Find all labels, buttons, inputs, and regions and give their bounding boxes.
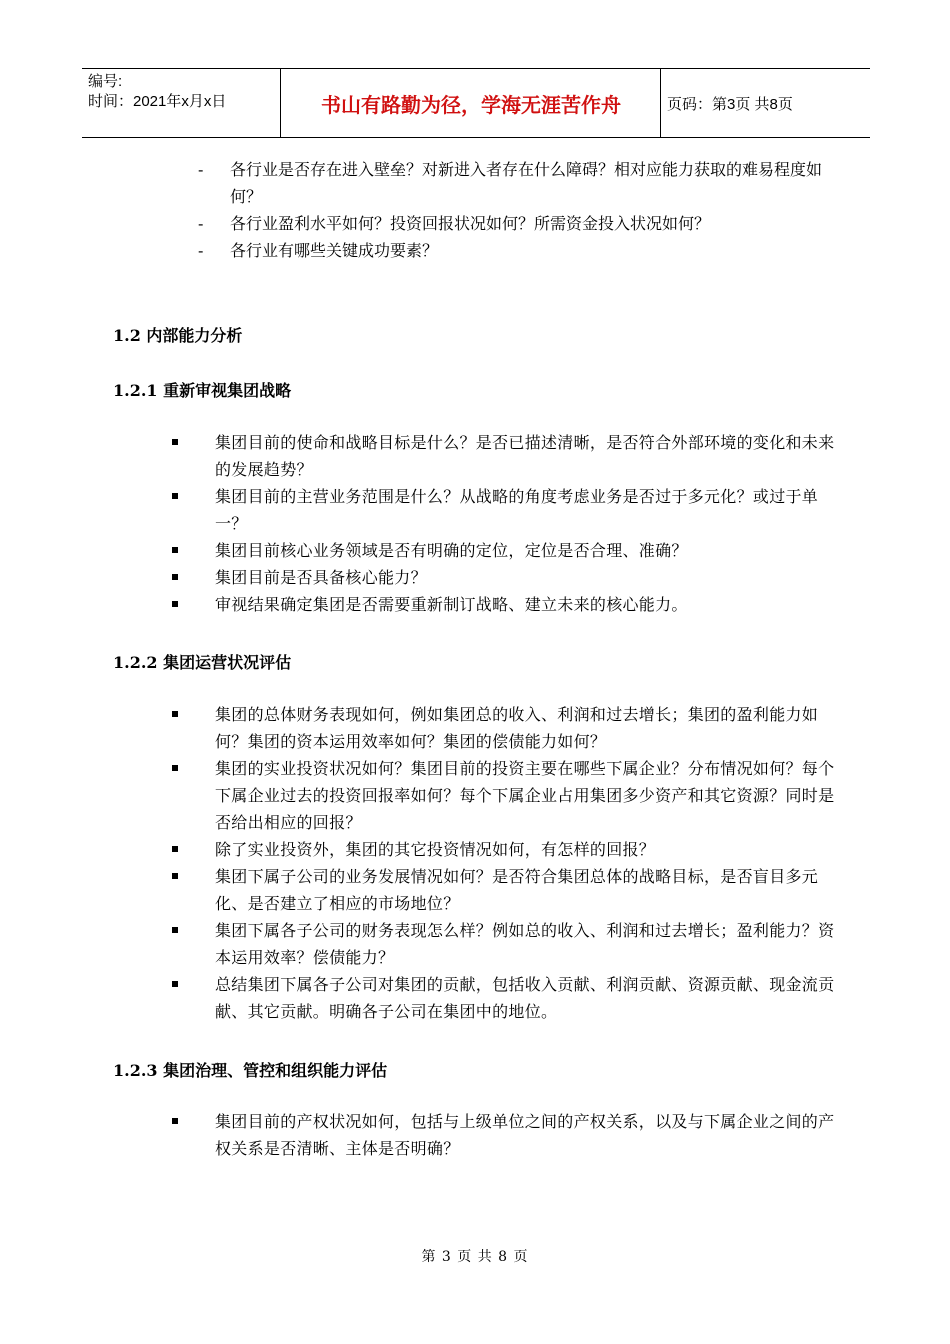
list-item: - 各行业有哪些关键成功要素？	[198, 237, 838, 264]
page-footer: 第 3 页 共 8 页	[421, 1249, 529, 1265]
list-item: 集团目前的主营业务范围是什么？从战略的角度考虑业务是否过于多元化？或过于单一？	[170, 483, 840, 537]
list-item: 集团目前的产权状况如何，包括与上级单位之间的产权关系，以及与下属企业之间的产权关系是否清晰、主体是否明确？	[170, 1108, 840, 1162]
list-item: 集团目前是否具备核心能力？	[170, 564, 840, 591]
document-date: 时间：2021年x月x日	[88, 93, 227, 110]
strategy-review-list	[170, 429, 840, 618]
header-page-number: 页码：第3页 共8页	[667, 95, 793, 113]
list-item: 集团下属子公司的业务发展情况如何？是否符合集团总体的战略目标，是否盲目多元化、是否建立了相应的市场地位？	[170, 863, 840, 917]
list-item: 总结集团下属各子公司对集团的贡献，包括收入贡献、利润贡献、资源贡献、现金流贡献、其它贡献。明确各子公司在集团中的地位。	[170, 971, 840, 1025]
list-item: - 各行业盈利水平如何？投资回报状况如何？所需资金投入状况如何？	[198, 210, 838, 237]
list-item: 审视结果确定集团是否需要重新制订战略、建立未来的核心能力。	[170, 591, 840, 618]
list-item: 集团下属各子公司的财务表现怎么样？例如总的收入、利润和过去增长；盈利能力？资本运用效率？偿债能力？	[170, 917, 840, 971]
list-item: 集团的总体财务表现如何，例如集团总的收入、利润和过去增长；集团的盈利能力如何？集团的资本运用效率如何？集团的偿债能力如何？	[170, 701, 840, 755]
operations-assessment-list	[170, 701, 840, 1025]
governance-assessment-list	[170, 1108, 840, 1162]
page-header	[82, 68, 870, 138]
header-motto: 书山有路勤为径，学海无涯苦作舟	[282, 69, 661, 137]
list-item: 集团目前核心业务领域是否有明确的定位，定位是否合理、准确？	[170, 537, 840, 564]
list-item: - 各行业是否存在进入壁垒？对新进入者存在什么障碍？相对应能力获取的难易程度如何？	[198, 156, 838, 210]
list-item: 除了实业投资外，集团的其它投资情况如何，有怎样的回报？	[170, 836, 840, 863]
section-heading-1-2: 1.2 内部能力分析	[113, 326, 243, 345]
document-number-label: 编号:	[88, 73, 123, 90]
section-heading-1-2-3: 1.2.3 集团治理、管控和组织能力评估	[113, 1061, 388, 1080]
list-item: 集团的实业投资状况如何？集团目前的投资主要在哪些下属企业？分布情况如何？每个下属企业过去的投资回报率如何？每个下属企业占用集团多少资产和其它资源？同时是否给出相应的回报？	[170, 755, 840, 836]
intro-question-list	[198, 156, 838, 264]
section-heading-1-2-1: 1.2.1 重新审视集团战略	[113, 381, 292, 400]
list-item: 集团目前的使命和战略目标是什么？是否已描述清晰，是否符合外部环境的变化和未来的发展趋势？	[170, 429, 840, 483]
section-heading-1-2-2: 1.2.2 集团运营状况评估	[113, 653, 292, 672]
header-meta	[82, 69, 281, 137]
